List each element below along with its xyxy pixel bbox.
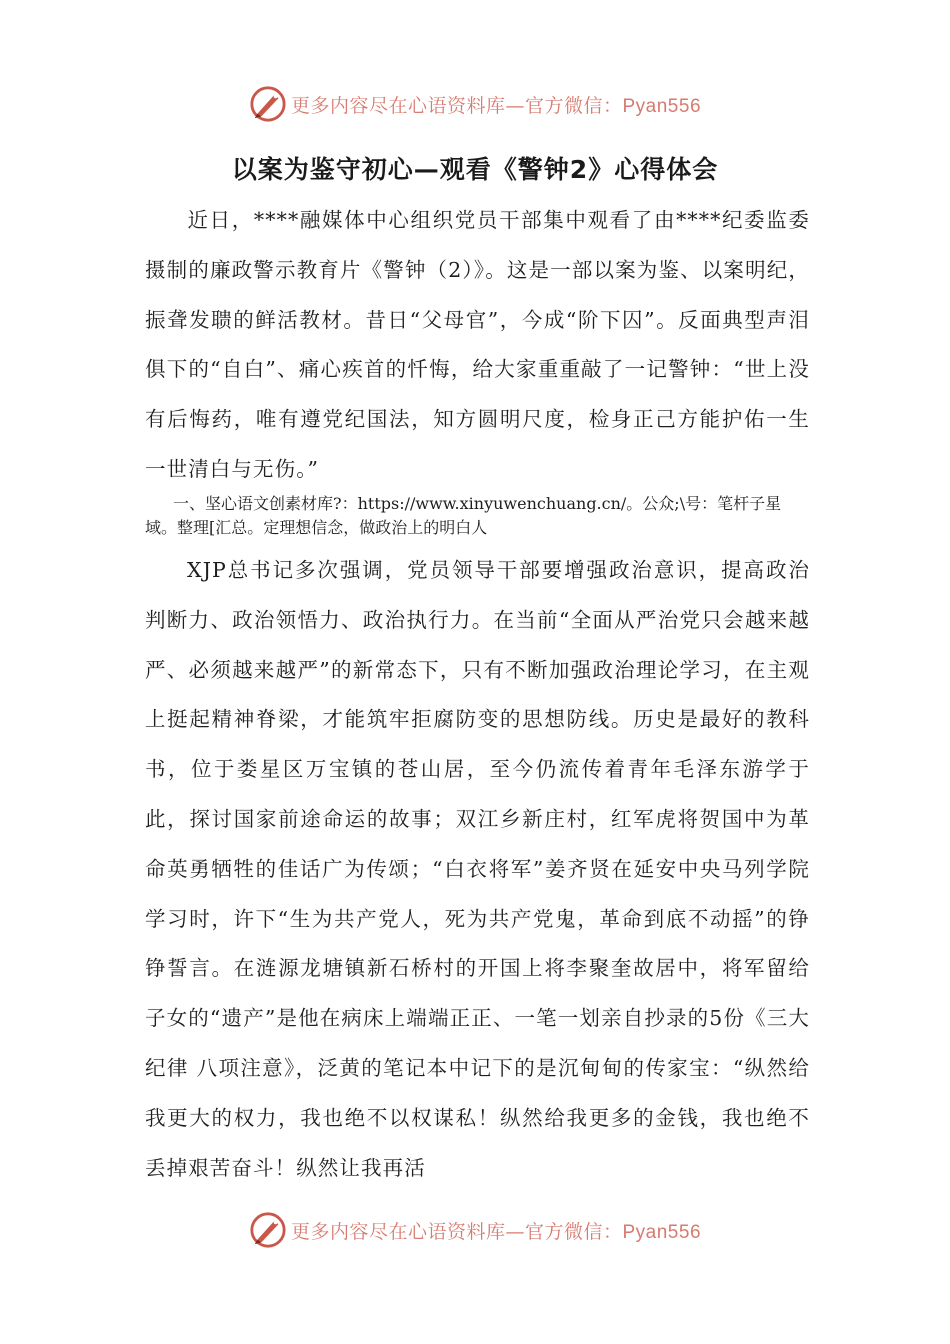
section-heading-1: [145, 492, 810, 540]
banner-text: [291, 1217, 701, 1244]
banner-account-label: 官方微信：: [524, 1220, 623, 1243]
pen-logo-icon: [249, 85, 287, 123]
banner-account-label: 官方微信：: [524, 94, 623, 117]
footer-banner: [0, 1207, 950, 1253]
banner-site-name: 更多内容尽在心语资料库: [290, 1220, 506, 1243]
section-heading-1-text: 一、坚心语文创素材库?：https://www.xinyuwenchuang.cn/。公众;\号：笔杆子星域。整理[汇总。定理想信念，做政治上的明白人: [145, 494, 782, 537]
paragraph-body: [145, 546, 810, 1193]
header-banner: [0, 81, 950, 127]
banner-separator: —: [505, 94, 525, 117]
banner-account: Pyan556: [622, 1221, 702, 1243]
document-title: 以案为鉴守初心—观看《警钟2》心得体会: [231, 155, 719, 184]
banner-site-name: 更多内容尽在心语资料库: [290, 94, 506, 117]
banner-text: [291, 91, 701, 118]
paragraph-intro-text: 近日，****融媒体中心组织党员干部集中观看了由****纪委监委摄制的廉政警示教育片《警钟（2）》。这是一部以案为鉴、以案明纪，振聋发聩的鲜活教材。昔日“父母官”，今成“阶下囚”。反面典型声泪俱下的“自白”、痛心疾首的忏悔，给大家重重敲了一记警钟：“世上没有后悔药，唯有遵党纪国法，知方圆明尺度，检身正己方能护佑一生一世清白与无伤。”: [145, 208, 810, 481]
paragraph-body-text: XJP总书记多次强调，党员领导干部要增强政治意识，提高政治判断力、政治领悟力、政治执行力。在当前“全面从严治党只会越来越严、必须越来越严”的新常态下，只有不断加强政治理论学习，在主观上挺起精神脊梁，才能筑牢拒腐防变的思想防线。历史是最好的教科书，位于娄星区万宝镇的苍山居，至今仍流传着青年毛泽东游学于此，探讨国家前途命运的故事；双江乡新庄村，红军虎将贺国中为革命英勇牺牲的佳话广为传颂；“白衣将军”姜齐贤在延安中央马列学院学习时，许下“生为共产党人，死为共产党鬼，革命到底不动摇”的铮铮誓言。在涟源龙塘镇新石桥村的开国上将李聚奎故居中，将军留给子女的“遗产”是他在病床上端端正正、一笔一划亲自抄录的5份《三大纪律 八项注意》，泛黄的笔记本中记下的是沉甸甸的传家宝：“纵然给我更大的权力，我也绝不以权谋私！纵然给我更多的金钱，我也绝不丢掉艰苦奋斗！纵然让我再活: [145, 558, 810, 1180]
paragraph-intro: [145, 196, 810, 495]
banner-separator: —: [505, 1220, 525, 1243]
pen-logo-icon: [249, 1211, 287, 1249]
banner-account: Pyan556: [622, 95, 702, 117]
